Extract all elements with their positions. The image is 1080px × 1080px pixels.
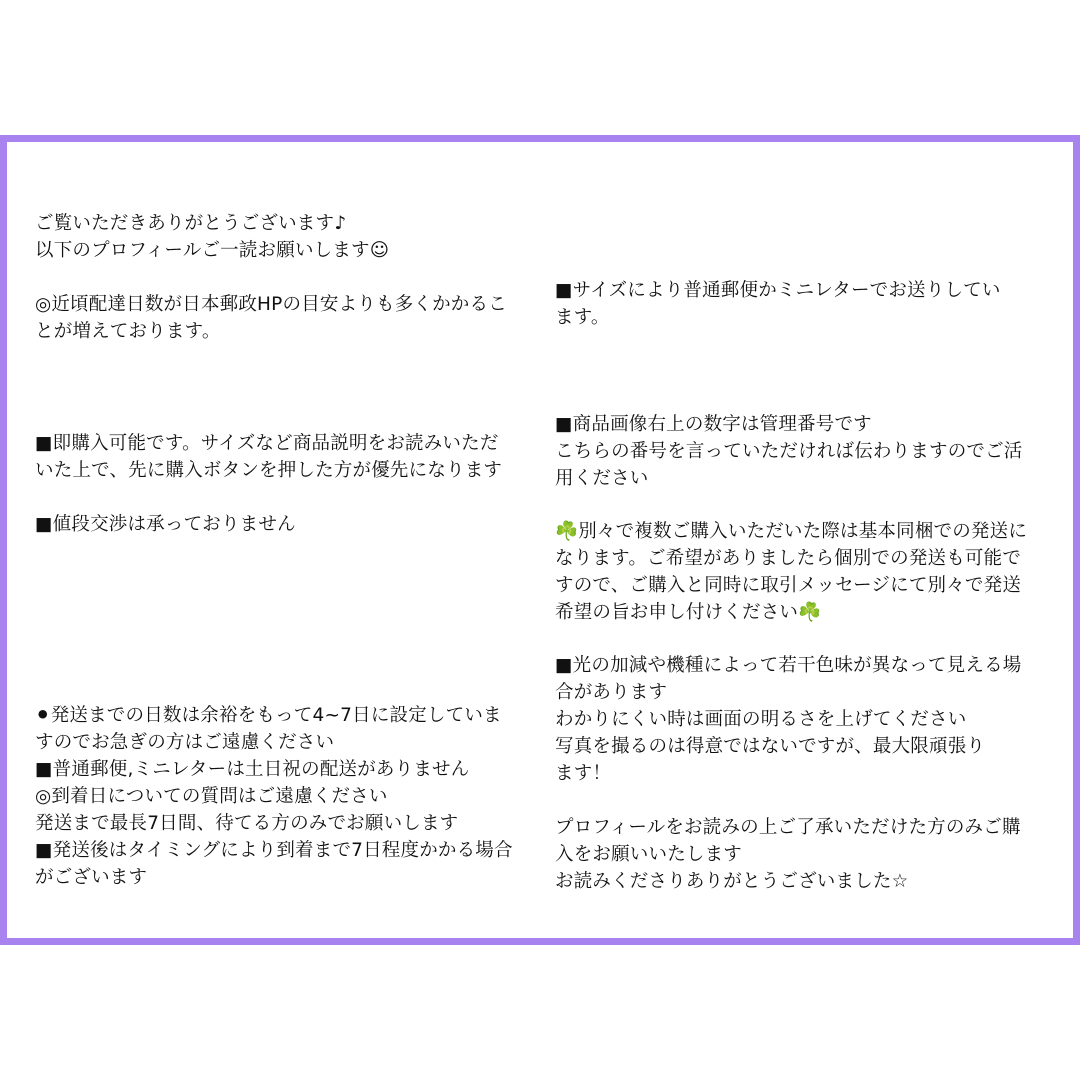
shipping-schedule-text: ⚫発送までの日数は余裕をもって4~7日に設定していま すのでお急ぎの方はご遠慮ください ■普通郵便,ミニレターは土日祝の配送がありません ◎到着日についての質問はご遠慮ください 発送まで最長7日間、待てる方のみでお願いします ■発送後はタイミングにより到着まで7日程度かかる場合 がございます bbox=[35, 705, 513, 888]
photo-color-notice-text: ■光の加減や機種によって若干色味が異なって見える場 合があります わかりにくい時は画面の明るさを上げてください 写真を撮るのは得意ではないですが、最大限頑張り ます！ プロフィールをお読みの上ご了承いただけた方のみご購 入をお願いいたします お読みくださりありがとうございました☆ bbox=[555, 655, 1022, 892]
shipping-method-text: ■サイズにより普通郵便かミニレターでお送りしてい ます。 bbox=[555, 280, 1001, 328]
purchase-policy-text: ■即購入可能です。サイズなど商品説明をお読みいただ いた上で、先に購入ボタンを押した方が優先になります ■値段交渉は承っておりません bbox=[35, 433, 503, 535]
bundle-shipping-text: ☘️別々で複数ご購入いただいた際は基本同梱での発送に なります。ご希望がありましたら個別での発送も可能で すので、ご購入と同時に取引メッセージにて別々で発送 希望の旨お申し付けください☘️ bbox=[555, 521, 1028, 623]
item-number-text: ■商品画像右上の数字は管理番号です こちらの番号を言っていただければ伝わりますのでご活 用ください bbox=[555, 414, 1023, 489]
greeting-and-delivery-notice: ご覧いただきありがとうございます♪ 以下のプロフィールご一読お願いします☺ ◎近頃配達日数が日本郵政HPの目安よりも多くかかるこ とが増えております。 bbox=[35, 213, 507, 342]
